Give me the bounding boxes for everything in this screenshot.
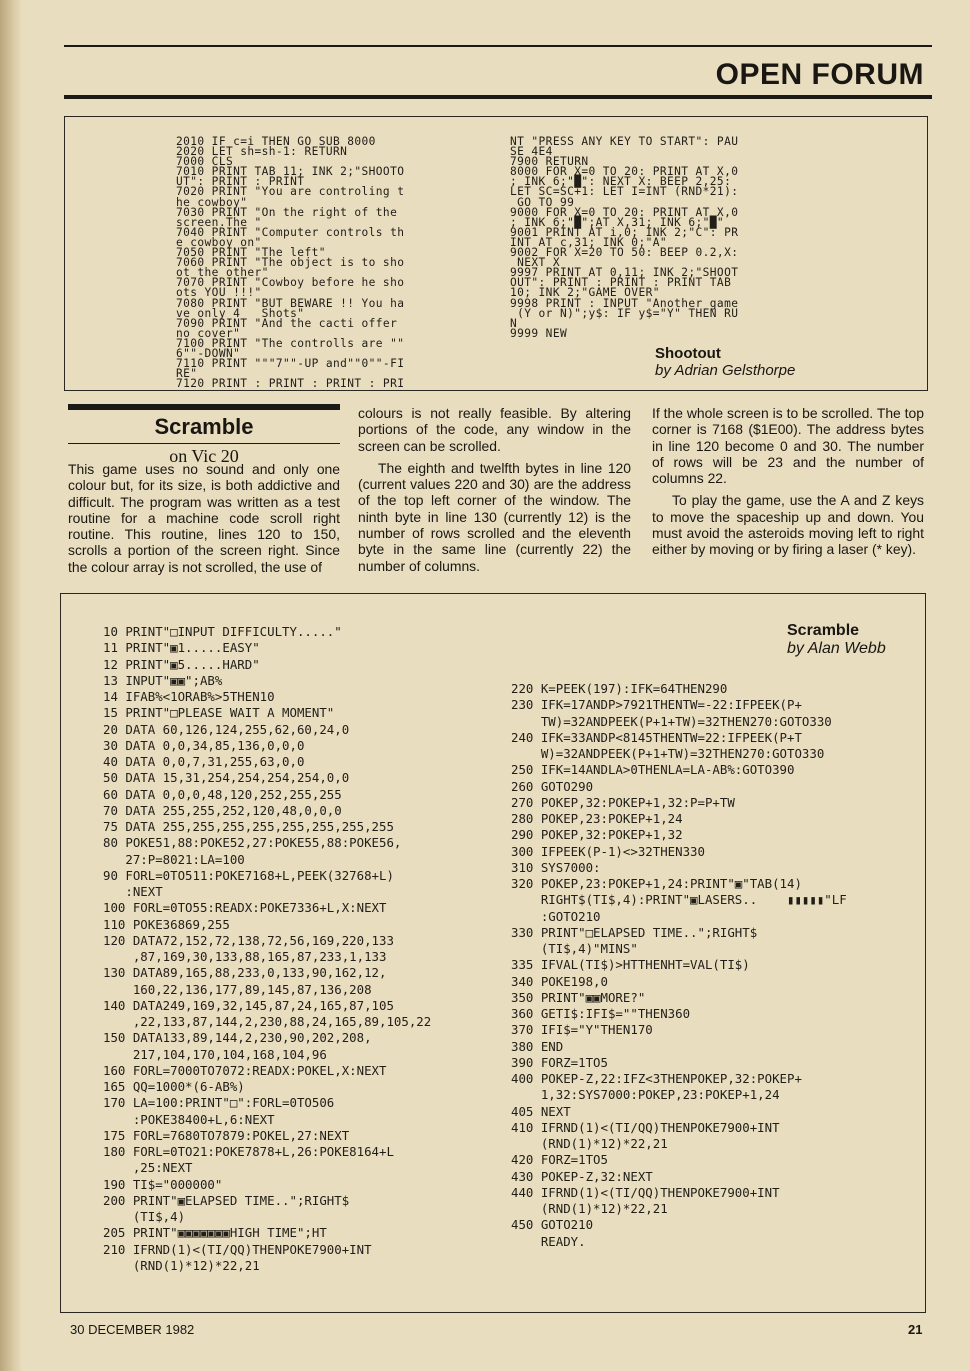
code-line: ve only 4 Shots" xyxy=(176,306,305,320)
code-line: ; INK 6;"█": NEXT X: BEEP 2,25: xyxy=(510,175,732,189)
code-line: 6""-DOWN" xyxy=(176,346,241,360)
code-line: 180 FORL=0TO21:POKE7878+L,26:POKE8164+L xyxy=(103,1144,394,1159)
code-line: W)=32ANDPEEK(P+1+TW)=32THEN270:GOTO330 xyxy=(511,746,825,761)
shootout-listing-right xyxy=(510,137,738,339)
code-line: screen.The " xyxy=(176,215,262,229)
code-line: TW)=32ANDPEEK(P+1+TW)=32THEN270:GOTO330 xyxy=(511,713,832,729)
code-line: 7020 PRINT "You are controling t xyxy=(176,185,405,199)
code-line: OUT": PRINT : PRINT : PRINT TAB xyxy=(510,276,732,290)
article-column-1 xyxy=(68,461,340,575)
code-line: he cowboy" xyxy=(176,195,248,209)
code-line: 10 PRINT"□INPUT DIFFICULTY....." xyxy=(103,624,342,639)
code-line: 205 PRINT"▣▣▣▣▣▣▣HIGH TIME";HT xyxy=(103,1225,327,1241)
code-line: 2010 IF c=i THEN GO SUB 8000 xyxy=(176,135,376,148)
code-line: 405 NEXT xyxy=(511,1103,571,1119)
code-line: 75 DATA 255,255,255,255,255,255,255,255 xyxy=(103,819,394,834)
code-line: 9002 FOR X=20 TO 50: BEEP 0.2,X: xyxy=(510,246,739,260)
column-2-paragraph-1: colours is not really feasible. By altering portions of the code, any window in the screen can be scrolled. xyxy=(358,405,631,454)
code-line: 7030 PRINT "On the right of the xyxy=(176,205,398,219)
code-line: 270 POKEP,32:POKEP+1,32:P=P+TW xyxy=(511,794,735,810)
code-line: SE 4E4 xyxy=(510,145,553,159)
code-line: 9997 PRINT AT 0,11; INK 2;"SHOOT xyxy=(510,266,739,280)
scramble-listing-right xyxy=(511,681,847,1250)
code-line: 100 FORL=0TO55:READX:POKE7336+L,X:NEXT xyxy=(103,900,387,916)
code-line: 10; INK 2;"GAME OVER" xyxy=(510,286,660,300)
code-line: 160 FORL=7000TO7072:READX:POKEL,X:NEXT xyxy=(103,1062,387,1078)
code-line: :GOTO210 xyxy=(511,908,601,924)
code-line: 90 FORL=0TO511:POKE7168+L,PEEK(32768+L) xyxy=(103,867,394,883)
shootout-caption-title: Shootout xyxy=(655,345,721,362)
code-line: 27:P=8021:LA=100 xyxy=(103,851,245,867)
code-line: 400 POKEP-Z,22:IFZ<3THENPOKEP,32:POKEP+ xyxy=(511,1071,802,1086)
code-line: ,25:NEXT xyxy=(103,1160,193,1176)
code-line: 9998 PRINT : INPUT "Another game xyxy=(510,296,739,310)
code-line: 280 POKEP,23:POKEP+1,24 xyxy=(511,811,683,826)
code-line: 340 POKE198,0 xyxy=(511,973,608,989)
code-line: 190 TI$="000000" xyxy=(103,1176,223,1192)
code-line: 40 DATA 0,0,7,31,255,63,0,0 xyxy=(103,754,305,769)
code-line: 210 IFRND(1)<(TI/QQ)THENPOKE7900+INT xyxy=(103,1241,372,1257)
code-line: (RND(1)*12)*22,21 xyxy=(511,1201,668,1216)
shootout-listing-left xyxy=(176,137,404,389)
code-line: ,87,169,30,133,88,165,87,233,1,133 xyxy=(103,949,387,964)
code-line: 165 QQ=1000*(6-AB%) xyxy=(103,1079,245,1094)
header-rule xyxy=(64,95,932,99)
code-line: ot the other" xyxy=(176,266,269,280)
code-line: UT": PRINT : PRINT xyxy=(176,175,305,189)
code-line: 200 PRINT"▣ELAPSED TIME..";RIGHT$ xyxy=(103,1192,350,1208)
code-line: GO TO 99 xyxy=(510,195,575,209)
code-line: 390 FORZ=1TO5 xyxy=(511,1054,608,1070)
code-line: 7100 PRINT "The controlls are "" xyxy=(176,336,405,350)
article-column-2 xyxy=(358,405,631,574)
article-subtitle: on Vic 20 xyxy=(169,446,239,466)
code-line: :POKE38400+L,6:NEXT xyxy=(103,1111,275,1127)
code-line: 420 FORZ=1TO5 xyxy=(511,1152,608,1168)
section-title: OPEN FORUM xyxy=(715,58,924,91)
code-line: 140 DATA249,169,32,145,87,24,165,87,105 xyxy=(103,997,394,1013)
code-line: 7120 PRINT : PRINT : PRINT : PRI xyxy=(176,377,405,391)
code-line: 217,104,170,104,168,104,96 xyxy=(103,1046,327,1062)
scramble-listing-left xyxy=(103,624,431,1274)
code-line: 7090 PRINT "And the cacti offer xyxy=(176,316,398,330)
code-line: 1,32:SYS7000:POKEP,23:POKEP+1,24 xyxy=(511,1087,780,1103)
scramble-heading xyxy=(68,404,340,467)
code-line: N xyxy=(510,316,518,330)
column-2-paragraph-2: The eighth and twelfth bytes in line 120 (current values 220 and 30) are the address of the top left corner of the window. The ninth byte in line 130 (currently 12) is the number of rows scrolled and the eleventh byte in the same line (currently 22) the number of columns. xyxy=(358,459,631,574)
code-line: INT AT c,31; INK 0;"A" xyxy=(510,235,667,249)
code-line: 290 POKEP,32:POKEP+1,32 xyxy=(511,827,683,843)
code-line: 320 POKEP,23:POKEP+1,24:PRINT"▣"TAB(14) xyxy=(511,876,802,891)
code-line: 7070 PRINT "Cowboy before he sho xyxy=(176,276,405,290)
code-line: 150 DATA133,89,144,2,230,90,202,208, xyxy=(103,1030,372,1046)
code-line: 120 DATA72,152,72,138,72,56,169,220,133 xyxy=(103,932,394,948)
scramble-caption-author: by Alan Webb xyxy=(787,640,886,657)
code-line: 160,22,136,177,89,145,87,136,208 xyxy=(103,981,372,997)
code-line: 7000 CLS xyxy=(176,155,234,169)
column-1-text: This game uses no sound and only one colour but, for its size, is both addictive and difficult. The program was written as a test routine for a machine code scroll right routine. This routine, lines 120 to 150, scrolls a portion of the screen right. Since the colour array is not scrolled, the use of xyxy=(68,461,340,575)
shootout-caption-author: by Adrian Gelsthorpe xyxy=(655,362,796,379)
code-line: (TI$,4)"MINS" xyxy=(511,941,638,956)
code-line: 9999 NEW xyxy=(510,326,568,340)
code-line: 60 DATA 0,0,0,48,120,252,255,255 xyxy=(103,786,342,802)
code-line: 310 SYS7000: xyxy=(511,859,601,875)
code-line: 300 IFPEEK(P-1)<>32THEN330 xyxy=(511,843,705,859)
code-line: NEXT X xyxy=(510,256,560,270)
code-line: 9001 PRINT AT i,0; INK 2;"C": PR xyxy=(510,225,739,239)
code-line: (RND(1)*12)*22,21 xyxy=(103,1257,260,1273)
code-line: 7060 PRINT "The object is to sho xyxy=(176,256,405,270)
code-line: LET SC=SC+1: LET I=INT (RND*21): xyxy=(510,185,739,199)
code-line: no cover" xyxy=(176,326,241,340)
code-line: (TI$,4) xyxy=(103,1209,186,1224)
code-line: 13 INPUT"▣▣";AB% xyxy=(103,672,223,688)
code-line: 430 POKEP-Z,32:NEXT xyxy=(511,1168,653,1184)
code-line: 350 PRINT"▣▣MORE?" xyxy=(511,989,646,1005)
code-line: 9000 FOR X=0 TO 20: PRINT AT X,0 xyxy=(510,205,739,219)
article-title: Scramble xyxy=(154,414,254,439)
article-column-3 xyxy=(652,405,924,558)
code-line: 250 IFK=14ANDLA>0THENLA=LA-AB%:GOTO390 xyxy=(511,762,795,778)
shootout-caption xyxy=(655,345,795,379)
code-line: 20 DATA 60,126,124,255,62,60,24,0 xyxy=(103,721,350,737)
code-line: 170 LA=100:PRINT"□":FORL=0TO506 xyxy=(103,1095,335,1111)
code-line: 30 DATA 0,0,34,85,136,0,0,0 xyxy=(103,737,305,753)
column-3-paragraph-1: If the whole screen is to be scrolled. The top corner is 7168 ($1E00). The address bytes in line 120 become 0 and 30. The number of rows will be 23 and the number of columns 22. xyxy=(652,405,924,487)
code-line: 7040 PRINT "Computer controls th xyxy=(176,225,405,239)
code-line: 410 IFRND(1)<(TI/QQ)THENPOKE7900+INT xyxy=(511,1119,780,1135)
code-line: RE" xyxy=(176,367,198,381)
code-line: 370 IFI$="Y"THEN170 xyxy=(511,1022,653,1038)
heading-thin-rule xyxy=(68,443,340,444)
column-3-paragraph-2: To play the game, use the A and Z keys to move the spaceship up and down. You must avoid the asteroids moving left to right either by moving or by firing a laser (* key). xyxy=(652,492,924,558)
code-line: 240 IFK=33ANDP<8145THENTW=22:IFPEEK(P+T xyxy=(511,729,802,745)
code-line: 8000 FOR X=0 TO 20: PRINT AT X,0 xyxy=(510,165,739,179)
code-line: 7050 PRINT "The left" xyxy=(176,246,326,260)
code-line: 450 GOTO210 xyxy=(511,1217,594,1233)
code-line: 175 FORL=7680TO7879:POKEL,27:NEXT xyxy=(103,1127,350,1143)
code-line: 2020 LET sh=sh-1: RETURN xyxy=(176,145,348,159)
code-line: 7010 PRINT TAB 11; INK 2;"SHOOTO xyxy=(176,165,405,179)
code-line: 110 POKE36869,255 xyxy=(103,916,230,932)
heading-bar xyxy=(68,404,340,410)
code-line: 335 IFVAL(TI$)>HTTHENHT=VAL(TI$) xyxy=(511,957,750,973)
code-line: 260 GOTO290 xyxy=(511,778,594,794)
code-line: 230 IFK=17ANDP>7921THENTW=-22:IFPEEK(P+ xyxy=(511,697,802,713)
code-line: 14 IFAB%<1ORAB%>5THEN10 xyxy=(103,689,275,704)
code-line: 220 K=PEEK(197):IFK=64THEN290 xyxy=(511,681,728,696)
code-line: 130 DATA89,165,88,233,0,133,90,162,12, xyxy=(103,965,387,981)
scramble-caption-title: Scramble xyxy=(787,622,860,639)
code-line: 380 END xyxy=(511,1038,564,1054)
code-line: 11 PRINT"▣1.....EASY" xyxy=(103,640,260,656)
code-line: (RND(1)*12)*22,21 xyxy=(511,1136,668,1151)
scramble-caption xyxy=(787,622,886,658)
code-line: NT "PRESS ANY KEY TO START": PAU xyxy=(510,135,739,148)
footer-date: 30 DECEMBER 1982 xyxy=(70,1322,195,1337)
code-line: 80 POKE51,88:POKE52,27:POKE55,88:POKE56, xyxy=(103,835,402,851)
page-gutter-shadow xyxy=(0,0,22,1371)
code-line: 50 DATA 15,31,254,254,254,254,0,0 xyxy=(103,770,350,786)
code-line: e cowboy on" xyxy=(176,235,262,249)
code-line: RIGHT$(TI$,4):PRINT"▣LASERS.. ▮▮▮▮▮"LF xyxy=(511,892,847,908)
code-line: READY. xyxy=(511,1233,586,1249)
top-rule xyxy=(64,45,932,47)
code-line: ; INK 6;"█";AT X,31; INK 6;"█" xyxy=(510,215,725,229)
code-line: 440 IFRND(1)<(TI/QQ)THENPOKE7900+INT xyxy=(511,1184,780,1200)
code-line: :NEXT xyxy=(103,884,163,899)
code-line: 70 DATA 255,255,252,120,48,0,0,0 xyxy=(103,802,342,818)
code-line: 7110 PRINT """7""-UP and""0""-FI xyxy=(176,357,405,371)
code-line: 12 PRINT"▣5.....HARD" xyxy=(103,656,260,672)
code-line: ,22,133,87,144,2,230,88,24,165,89,105,22 xyxy=(103,1014,432,1029)
code-line: ots YOU !!!" xyxy=(176,286,262,300)
code-line: (Y or N)";y$: IF y$="Y" THEN RU xyxy=(510,306,739,320)
page-number: 21 xyxy=(908,1322,923,1337)
code-line: 330 PRINT"□ELAPSED TIME..";RIGHT$ xyxy=(511,924,758,940)
code-line: 7080 PRINT "BUT BEWARE !! You ha xyxy=(176,296,405,310)
code-line: 360 GETI$:IFI$=""THEN360 xyxy=(511,1006,691,1021)
code-line: 7900 RETURN xyxy=(510,155,589,169)
code-line: 15 PRINT"□PLEASE WAIT A MOMENT" xyxy=(103,705,335,721)
